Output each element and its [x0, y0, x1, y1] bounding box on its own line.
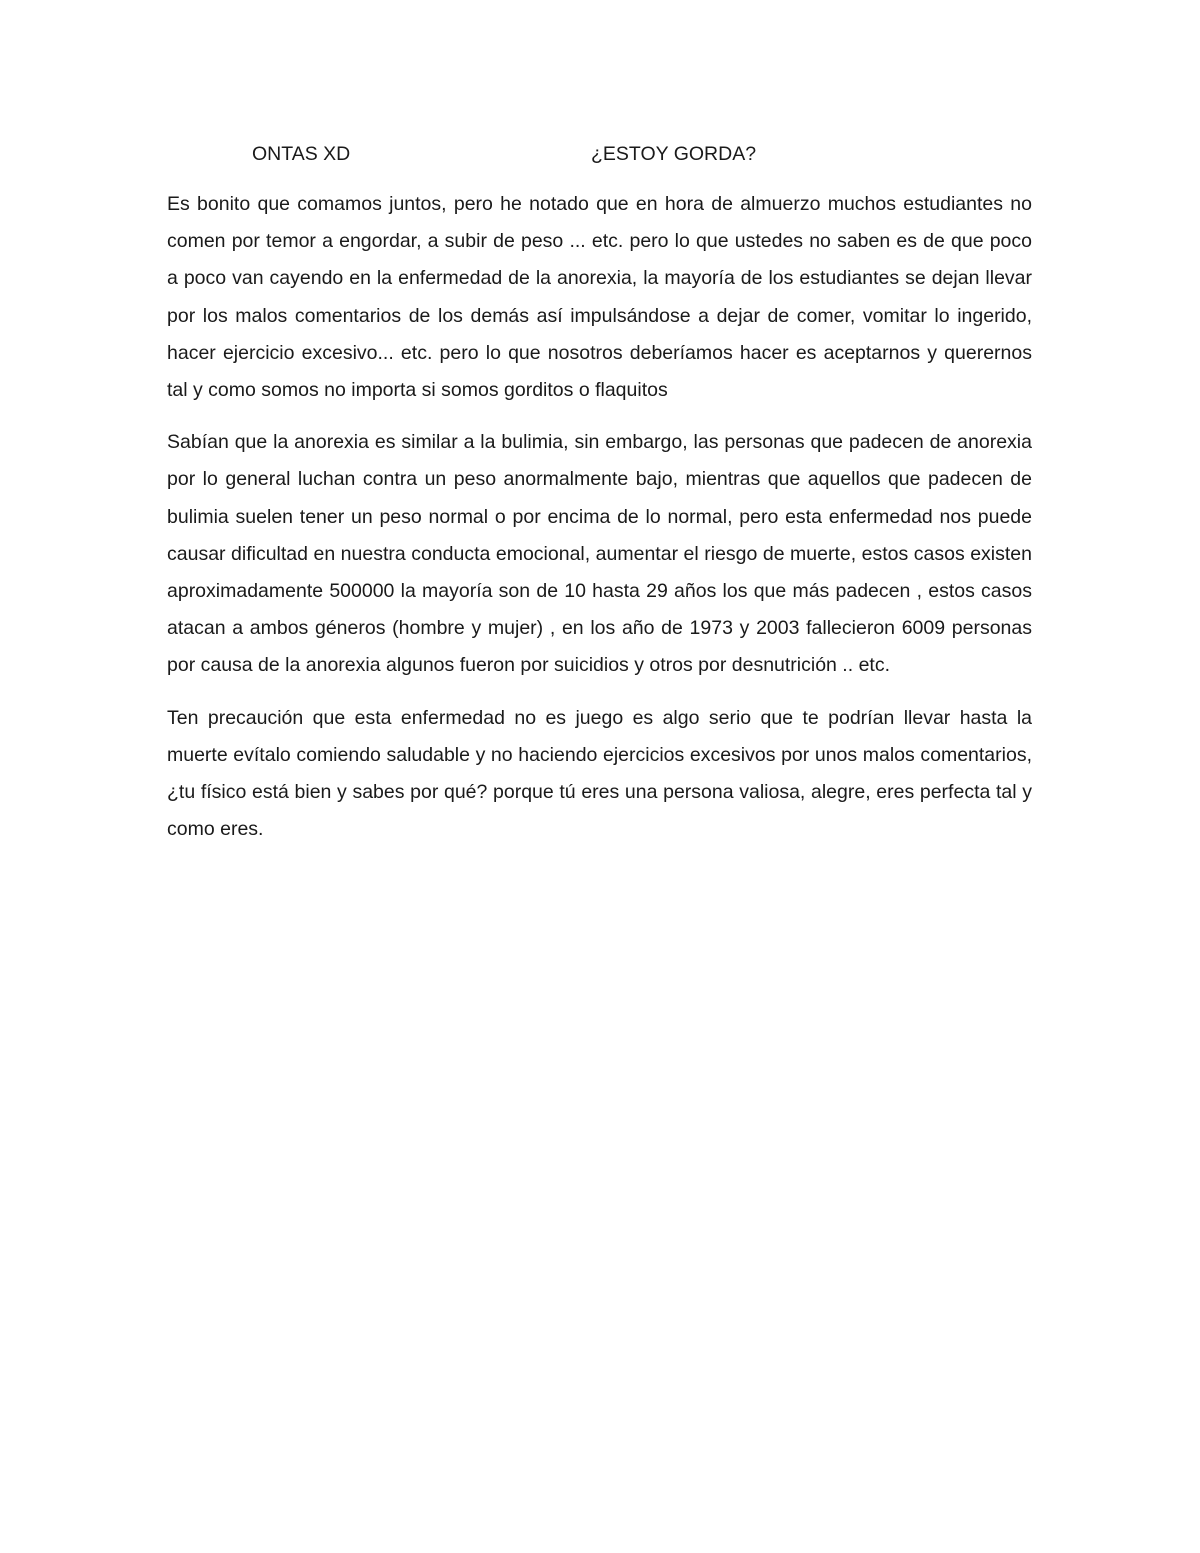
paragraph-2: Sabían que la anorexia es similar a la bulimia, sin embargo, las personas que padecen de anorexia por lo general luchan contra un peso anormalmente bajo, mientras que aquellos que padecen de bulimia suelen tener un peso normal o por encima de lo normal, pero esta enfermedad nos puede causar dificultad en nuestra conducta emocional, aumentar el riesgo de muerte, estos casos existen aproximadamente 500000 la mayoría son de 10 hasta 29 años los que más padecen , estos casos atacan a ambos géneros (hombre y mujer) , en los año de 1973 y 2003 fallecieron 6009 personas por causa de la anorexia algunos fueron por suicidios y otros por desnutrición .. etc. [167, 431, 1032, 677]
paragraph-1: Es bonito que comamos juntos, pero he notado que en hora de almuerzo muchos estudiantes no comen por temor a engordar, a subir de peso ... etc. pero lo que ustedes no saben es de que poco a poco van cayendo en la enfermedad de la anorexia, la mayoría de los estudiantes se dejan llevar por los malos comentarios de los demás así impulsándose a dejar de comer, vomitar lo ingerido, hacer ejercicio excesivo... etc. pero lo que nosotros deberíamos hacer es aceptarnos y querernos tal y como somos no importa si somos gorditos o flaquitos [167, 193, 1032, 402]
document-body [167, 186, 1032, 863]
document-title: ¿ESTOY GORDA? [591, 143, 757, 165]
paragraph-3: Ten precaución que esta enfermedad no es juego es algo serio que te podrían llevar hasta la muerte evítalo comiendo saludable y no haciendo ejercicios excesivos por unos malos comentarios, ¿tu físico está bien y sabes por qué? porque tú eres una persona valiosa, alegre, eres perfecta tal y como eres. [167, 706, 1032, 841]
document-header [0, 140, 1200, 168]
header-left-text: ONTAS XD [252, 143, 351, 165]
